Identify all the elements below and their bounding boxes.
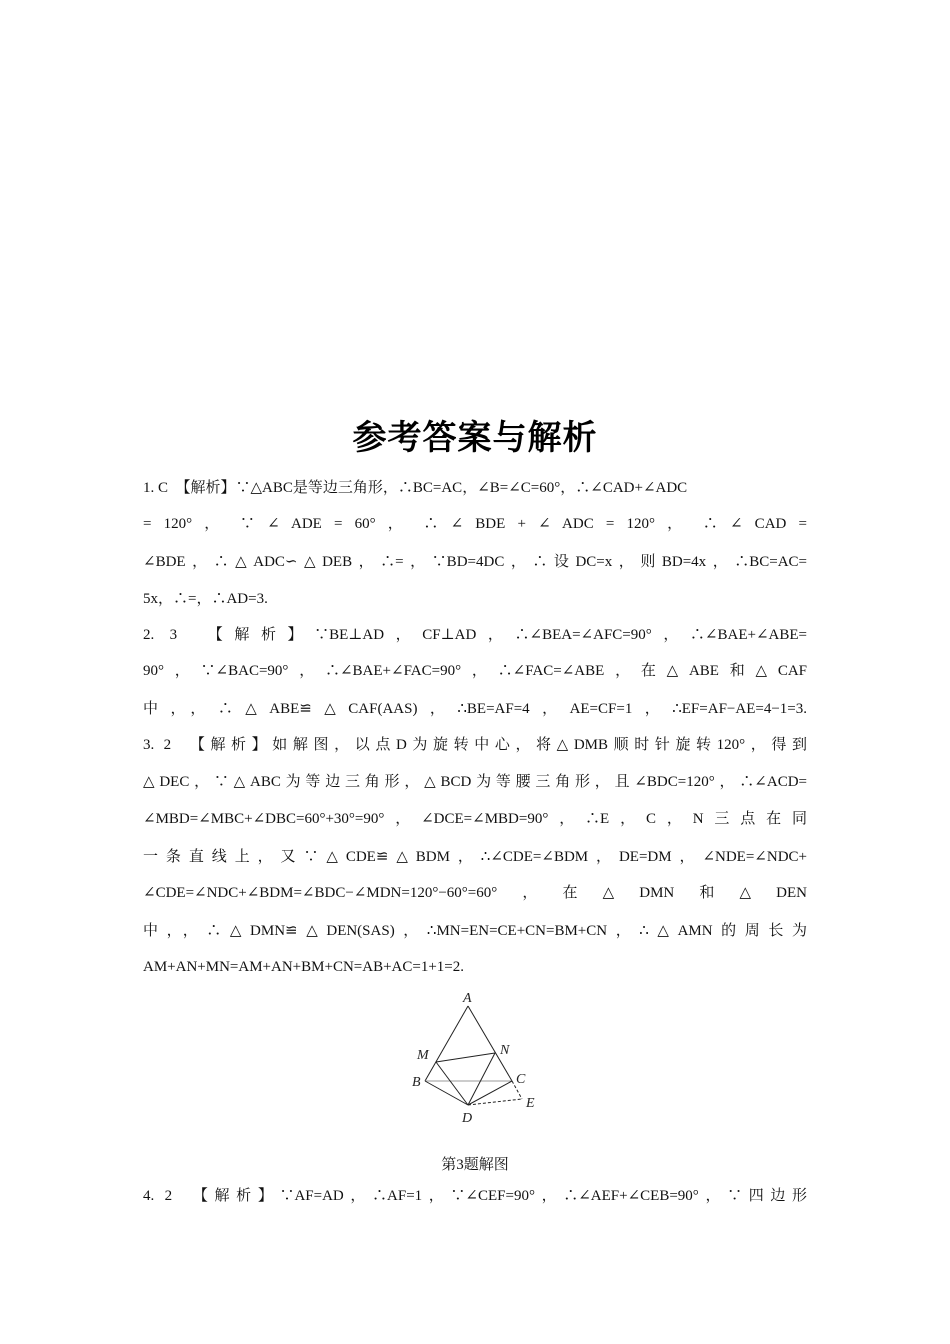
answer-3-line-3: ∠MBD=∠MBC+∠DBC=60°+30°=90°，∠DCE=∠MBD=90°，∴E，C，N三点在同 <box>143 811 807 827</box>
label-b: B <box>412 1075 421 1090</box>
answer-1-line-3: ∠BDE，∴△ADC∽△DEB，∴=，∵BD=4DC，∴设DC=x，则BD=4x，∴BC=AC= <box>143 554 807 570</box>
answer-3-line-6: 中，，∴△DMN≌△DEN(SAS)，∴MN=EN=CE+CN=BM+CN，∴△AMN的周长为 <box>143 923 807 939</box>
answer-1-line-4: 5x，∴=，∴AD=3. <box>143 591 268 607</box>
answer-3-line-7: AM+AN+MN=AM+AN+BM+CN=AB+AC=1+1=2. <box>143 959 464 975</box>
answer-4-line-1: 4. 2 【解析】∵AF=AD，∴AF=1，∵∠CEF=90°，∴∠AEF+∠CEB=90°，∵四边形 <box>143 1188 807 1204</box>
answer-3-line-2: △DEC，∵△ABC为等边三角形，△BCD为等腰三角形，且∠BDC=120°，∴∠ACD= <box>143 774 807 790</box>
problem-3-figure <box>400 985 560 1125</box>
answer-1-line-2: = 120° ， ∵ ∠ ADE = 60° ， ∴ ∠ BDE + ∠ ADC = 120° ， ∴ ∠ CAD = <box>143 516 807 532</box>
answer-3-line-4: 一条直线上，又∵△CDE≌△BDM，∴∠CDE=∠BDM，DE=DM，∠NDE=∠NDC+ <box>143 849 807 865</box>
page-title: 参考答案与解析 <box>352 418 598 458</box>
label-n: N <box>500 1043 510 1058</box>
label-c: C <box>516 1072 526 1087</box>
label-a: A <box>463 991 472 1006</box>
answer-3-line-1: 3. 2 【解析】如解图，以点D为旋转中心，将△DMB顺时针旋转120°，得到 <box>143 737 807 753</box>
label-e: E <box>526 1096 535 1111</box>
answer-1-line-1: 1. C 【解析】∵△ABC是等边三角形，∴BC=AC，∠B=∠C=60°，∴∠CAD+∠ADC <box>143 480 688 496</box>
answer-2-line-1: 2. 3 【解析】∵BE⊥AD，CF⊥AD，∴∠BEA=∠AFC=90°，∴∠BAE+∠ABE= <box>143 627 807 643</box>
label-d: D <box>462 1111 473 1125</box>
label-m: M <box>417 1048 429 1063</box>
figure-caption: 第3题解图 <box>441 1157 509 1173</box>
answer-2-line-3: 中，，∴△ABE≌△CAF(AAS)，∴BE=AF=4，AE=CF=1，∴EF=AF−AE=4−1=3. <box>143 701 807 717</box>
answer-2-line-2: 90°，∵∠BAC=90°，∴∠BAE+∠FAC=90°，∴∠FAC=∠ABE，在△ABE和△CAF <box>143 663 807 679</box>
answer-3-line-5: ∠CDE=∠NDC+∠BDM=∠BDC−∠MDN=120°−60°=60°，在△DMN和△DEN <box>143 885 807 901</box>
